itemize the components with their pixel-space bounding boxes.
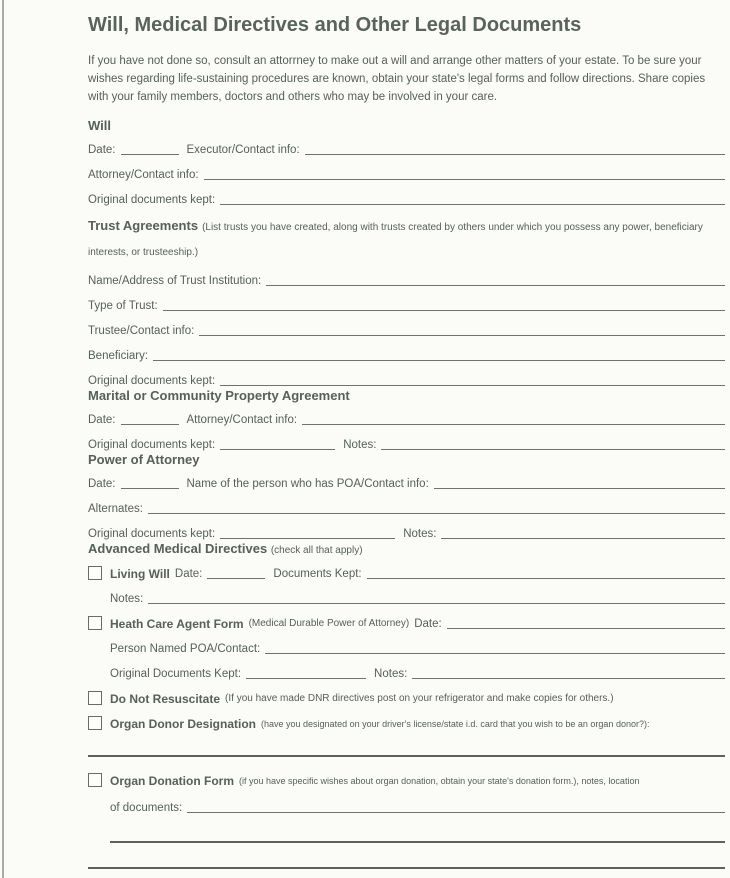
section-heading-poa: Power of Attorney [88,451,200,467]
health-agent-person-line[interactable] [265,653,725,654]
living-will-checkbox[interactable] [88,566,102,580]
checkbox-label: Living Will [110,566,170,581]
organ-designation-note: (have you designated on your driver's license/state i.d. card that you wish to be an organ donor?): [261,718,650,729]
marital-notes-line[interactable] [381,449,725,450]
organ-form-extra-line[interactable] [110,841,725,843]
health-agent-checkbox[interactable] [88,616,102,630]
field-label: of documents: [110,801,183,814]
bottom-line[interactable] [88,867,725,869]
field-label: Documents Kept: [273,567,362,580]
marital-docs-row [88,437,725,452]
field-label: Notes: [374,667,408,680]
marital-docs-line[interactable] [220,449,335,450]
field-label: Original Documents Kept: [110,667,242,680]
checkbox-label: Organ Donor Designation [110,716,257,731]
checkbox-label: Do Not Resuscitate [110,691,221,706]
field-label: Person Named POA/Contact: [110,642,261,655]
poa-date-row [88,476,725,491]
field-label: Notes: [403,527,437,540]
field-label: Original documents kept: [88,193,216,206]
field-label: Type of Trust: [88,299,158,312]
dnr-row [88,691,725,706]
field-label: Name of the person who has POA/Contact info: [186,477,429,490]
field-label: Notes: [343,438,377,451]
trust-beneficiary-line[interactable] [153,360,725,361]
living-will-date-line[interactable] [207,578,265,579]
field-label: Original documents kept: [88,374,216,387]
marital-date-line[interactable] [121,424,179,425]
field-label: Beneficiary: [88,349,149,362]
trust-trustee-row [88,323,725,338]
field-label: Notes: [110,592,144,605]
field-label: Trustee/Contact info: [88,324,195,337]
organ-designation-answer-line[interactable] [88,755,725,757]
trust-institution-row [88,273,725,288]
health-agent-note: (Medical Durable Power of Attorney) [248,617,410,629]
field-label: Alternates: [88,502,143,515]
field-label: Date: [88,413,116,426]
field-label: Executor/Contact info: [186,143,300,156]
amd-heading-note: (check all that apply) [270,544,363,556]
field-label: Original documents kept: [88,438,216,451]
organ-form-row [88,773,725,788]
organ-form-documents-line[interactable] [187,812,725,813]
will-date-line[interactable] [121,154,179,155]
field-label: Date: [88,143,116,156]
trust-heading-note: (List trusts you have created, along with trusts created by others under which you possess any power, beneficiary interests, or trusteeship.) [88,221,703,258]
living-will-row [88,566,725,581]
trust-docs-row [88,373,725,388]
poa-docs-line[interactable] [220,538,395,539]
living-will-notes-line[interactable] [148,603,725,604]
marital-date-row [88,412,725,427]
organ-form-checkbox[interactable] [88,773,102,787]
dnr-checkbox[interactable] [88,691,102,705]
trust-heading-text: Trust Agreements [88,217,199,233]
will-date-row [88,142,725,157]
will-attorney-line[interactable] [204,179,725,180]
trust-beneficiary-row [88,348,725,363]
poa-date-line[interactable] [121,488,179,489]
checkbox-label: Organ Donation Form [110,773,234,788]
poa-alternates-line[interactable] [148,513,725,514]
intro-paragraph: If you have not done so, consult an attorrney to make out a will and arrange other matters of your estate. To be sure your wishes regarding life-sustaining procedures are known, obtain your state's legal forms and follow directions. Share copies with your family members, doctors and others who may be involved in your care. [88,55,706,103]
trust-trustee-line[interactable] [199,335,725,336]
field-label: Name/Address of Trust Institution: [88,274,262,287]
health-agent-notes-line[interactable] [412,678,725,679]
trust-docs-line[interactable] [220,385,725,386]
section-heading-will: Will [88,117,111,133]
organ-designation-row [88,716,725,731]
health-agent-date-line[interactable] [447,628,725,629]
field-label: Date: [414,617,442,630]
page-title: Will, Medical Directives and Other Legal Documents [88,14,582,36]
field-label: Attorney/Contact info: [186,413,298,426]
section-heading-amd [88,541,725,558]
health-agent-docs-row [110,666,725,681]
will-docs-row [88,192,725,207]
will-docs-line[interactable] [220,204,725,205]
organ-designation-checkbox[interactable] [88,716,102,730]
poa-docs-row [88,526,725,541]
field-label: Date: [88,477,116,490]
health-agent-person-row [110,641,725,656]
organ-form-note: (if you have specific wishes about organ donation, obtain your state's donation form.), notes, location [239,775,640,786]
marital-attorney-line[interactable] [302,424,725,425]
trust-institution-line[interactable] [266,285,725,286]
trust-type-row [88,298,725,313]
checkbox-label: Heath Care Agent Form [110,616,244,631]
health-agent-row [88,616,725,631]
poa-notes-line[interactable] [441,538,725,539]
health-agent-docs-line[interactable] [246,678,366,679]
organ-form-documents-row [110,800,725,815]
form-page [88,0,725,869]
page-left-border [2,0,4,878]
section-heading-trust [88,213,725,265]
amd-heading-text: Advanced Medical Directives [88,540,268,556]
dnr-note: (If you have made DNR directives post on your refrigerator and make copies for others.) [225,692,614,704]
field-label: Original documents kept: [88,527,216,540]
will-executor-line[interactable] [305,154,725,155]
trust-type-line[interactable] [163,310,725,311]
living-will-docs-line[interactable] [367,578,725,579]
poa-person-line[interactable] [434,488,725,489]
poa-alternates-row [88,501,725,516]
field-label: Attorney/Contact info: [88,168,199,181]
will-attorney-row [88,167,725,182]
living-will-notes-row [110,591,725,606]
field-label: Date: [174,567,203,580]
section-heading-marital: Marital or Community Property Agreement [88,387,350,403]
